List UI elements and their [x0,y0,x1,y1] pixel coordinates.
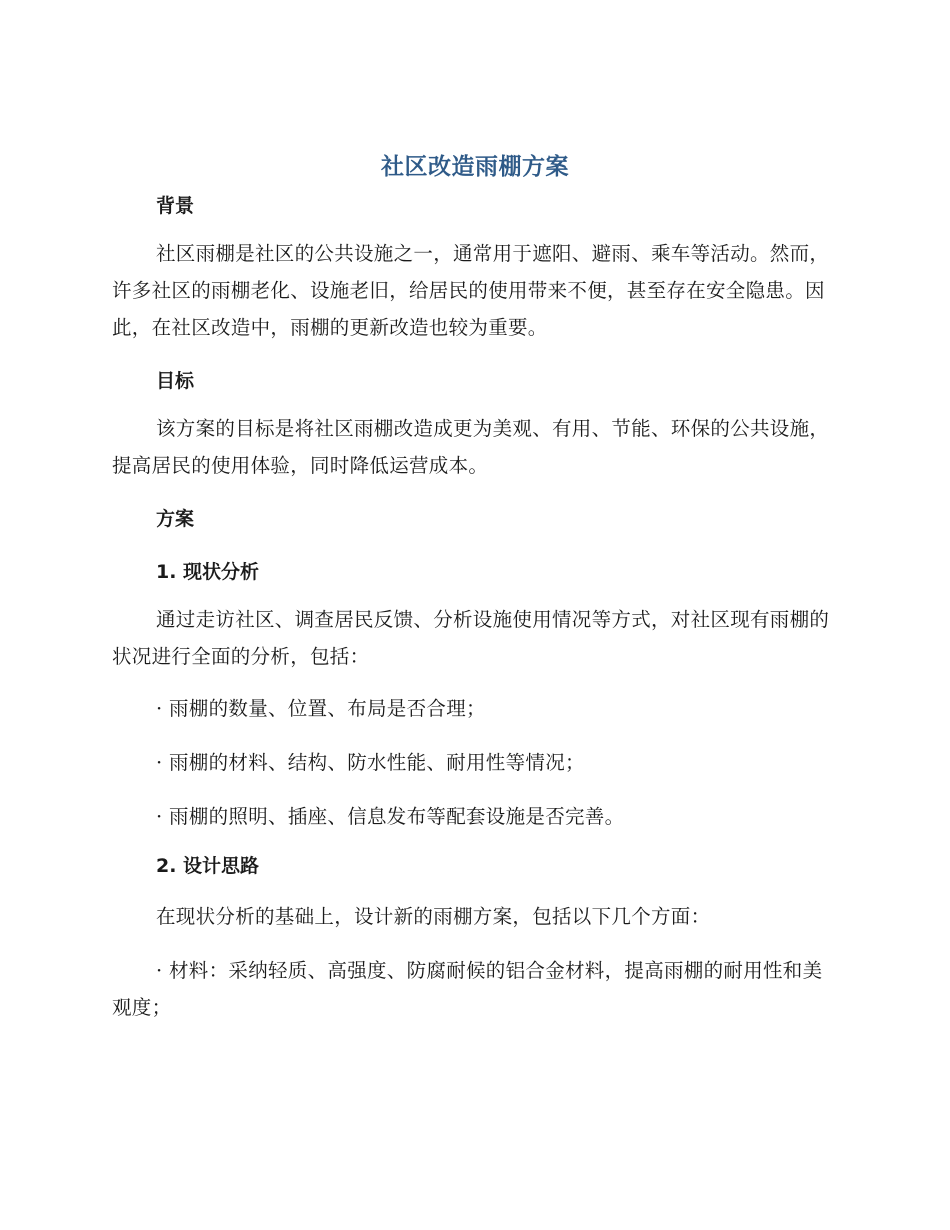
document-body [112,192,832,1026]
section-heading-goal: 目标 [156,370,195,392]
section-heading-plan: 方案 [156,508,195,530]
subsection-heading-design: 2. 设计思路 [156,855,260,877]
analysis-paragraph: 通过走访社区、调查居民反馈、分析设施使用情况等方式，对社区现有雨棚的状况进行全面的分析，包括： [112,608,830,668]
design-paragraph: 在现状分析的基础上，设计新的雨棚方案，包括以下几个方面： [156,905,711,928]
goal-paragraph: 该方案的目标是将社区雨棚改造成更为美观、有用、节能、环保的公共设施，提高居民的使用体验，同时降低运营成本。 [112,417,830,477]
analysis-bullet-1: · 雨棚的数量、位置、布局是否合理； [156,697,486,720]
section-heading-background: 背景 [156,195,195,217]
analysis-bullet-2: · 雨棚的材料、结构、防水性能、耐用性等情况； [156,751,585,774]
background-paragraph: 社区雨棚是社区的公共设施之一，通常用于遮阳、避雨、乘车等活动。然而，许多社区的雨棚老化、设施老旧，给居民的使用带来不便，甚至存在安全隐患。因此，在社区改造中，雨棚的更新改造也较为重要。 [112,242,830,339]
subsection-heading-analysis: 1. 现状分析 [156,561,260,583]
analysis-bullet-3: · 雨棚的照明、插座、信息发布等配套设施是否完善。 [156,805,625,828]
document-title: 社区改造雨棚方案 [381,154,569,180]
design-bullet-1: · 材料：采纳轻质、高强度、防腐耐候的铝合金材料，提高雨棚的耐用性和美观度； [112,959,823,1019]
